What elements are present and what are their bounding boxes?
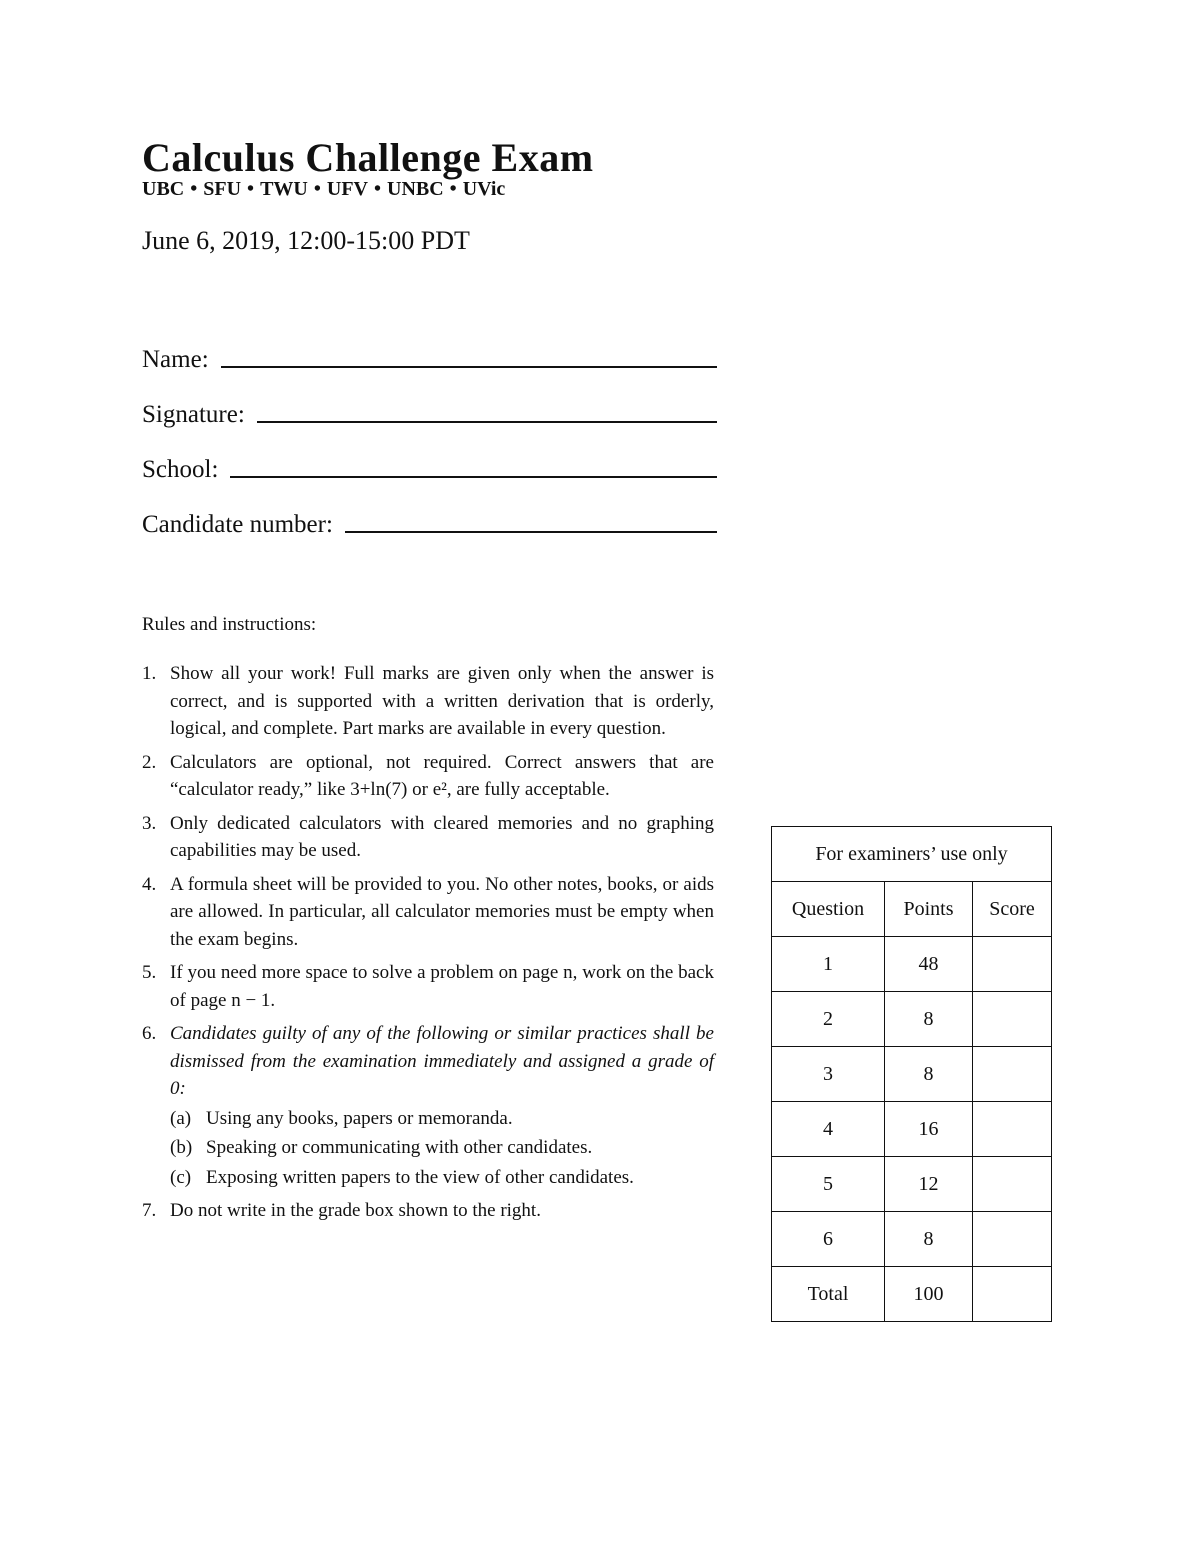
score-cell[interactable] [973, 992, 1052, 1047]
question-cell: 6 [772, 1212, 885, 1267]
points-cell: 12 [885, 1157, 973, 1212]
points-cell: 8 [885, 1047, 973, 1102]
candidate-number-input-line[interactable] [345, 530, 717, 533]
rule-text: Calculators are optional, not required. Correct answers that are “calculator ready,” like 3+ln(7) or e², are fully acceptable. [170, 751, 714, 800]
subrule-text: Exposing written papers to the view of other candidates. [206, 1166, 634, 1188]
total-points-cell: 100 [885, 1267, 973, 1322]
points-cell: 48 [885, 937, 973, 992]
rule-text: A formula sheet will be provided to you. No other notes, books, or aids are allowed. In particular, all calculator memories must be empty when the exam begins. [170, 873, 714, 950]
bullet-separator: • [449, 178, 457, 200]
rule-number: 7. [142, 1200, 157, 1221]
score-cell[interactable] [973, 1047, 1052, 1102]
candidate-number-label: Candidate number: [142, 511, 333, 538]
table-row [772, 937, 1052, 992]
table-row [772, 992, 1052, 1047]
table-row [772, 1157, 1052, 1212]
bullet-separator: • [313, 178, 321, 200]
subrule-item [170, 1164, 714, 1192]
rule-text: Show all your work! Full marks are given only when the answer is correct, and is supported with a written derivation that is orderly, logical, and complete. Part marks are available in every question. [170, 663, 714, 739]
exam-date: June 6, 2019, 12:00-15:00 PDT [142, 226, 470, 255]
grade-table [771, 826, 1052, 1322]
grade-table-caption-row [772, 827, 1052, 882]
rule-number: 6. [142, 1023, 157, 1044]
grade-table-header-row [772, 882, 1052, 937]
question-cell: 2 [772, 992, 885, 1047]
score-cell[interactable] [973, 937, 1052, 992]
university-name: UVic [462, 178, 506, 200]
column-header-question: Question [772, 882, 885, 937]
rule-text: Do not write in the grade box shown to the right. [170, 1200, 541, 1221]
subrule-text: Speaking or communicating with other candidates. [206, 1137, 593, 1158]
table-row [772, 1047, 1052, 1102]
university-name: SFU [203, 178, 242, 200]
school-field[interactable] [142, 448, 717, 482]
question-cell: 5 [772, 1157, 885, 1212]
exam-title: Calculus Challenge Exam [142, 135, 594, 180]
subrule-letter: (b) [170, 1137, 193, 1158]
rule-number: 4. [142, 873, 157, 895]
school-input-line[interactable] [230, 475, 717, 478]
signature-field[interactable] [142, 393, 717, 427]
rule-item [142, 871, 714, 954]
points-cell: 8 [885, 1212, 973, 1267]
rules-list [142, 660, 714, 1231]
points-cell: 8 [885, 992, 973, 1047]
subrule-item [170, 1105, 714, 1133]
bullet-separator: • [190, 178, 198, 200]
rule-item [142, 660, 714, 743]
rule-item [142, 810, 714, 865]
rule-text: Candidates guilty of any of the following or similar practices shall be dismissed from the examination immediately and assigned a grade of 0: [170, 1023, 714, 1099]
table-row [772, 1212, 1052, 1267]
university-name: UNBC [387, 178, 444, 200]
question-cell: 1 [772, 937, 885, 992]
score-cell[interactable] [973, 1157, 1052, 1212]
name-input-line[interactable] [221, 365, 717, 368]
total-row [772, 1267, 1052, 1322]
subrule-letter: (a) [170, 1107, 192, 1129]
university-name: TWU [260, 178, 308, 200]
subrule-item [170, 1134, 714, 1162]
signature-input-line[interactable] [257, 420, 717, 423]
school-label: School: [142, 456, 219, 483]
rule-number: 2. [142, 751, 157, 773]
rule-number: 5. [142, 962, 157, 983]
rule-item [142, 1197, 714, 1225]
score-cell[interactable] [973, 1212, 1052, 1267]
candidate-number-field[interactable] [142, 503, 717, 537]
total-score-cell[interactable] [973, 1267, 1052, 1322]
university-list [142, 178, 505, 201]
university-name: UFV [326, 178, 368, 200]
total-label-cell: Total [772, 1267, 885, 1322]
column-header-points: Points [885, 882, 973, 937]
points-cell: 16 [885, 1102, 973, 1157]
bullet-separator: • [373, 178, 381, 200]
name-field[interactable] [142, 338, 717, 372]
rule-number: 1. [142, 663, 157, 684]
grade-table-caption: For examiners’ use only [772, 827, 1052, 882]
subrule-text: Using any books, papers or memoranda. [206, 1107, 513, 1129]
bullet-separator: • [247, 178, 255, 200]
rule-item [142, 959, 714, 1014]
subrule-letter: (c) [170, 1166, 192, 1188]
signature-label: Signature: [142, 401, 245, 428]
question-cell: 3 [772, 1047, 885, 1102]
rule-number: 3. [142, 812, 157, 834]
question-cell: 4 [772, 1102, 885, 1157]
score-cell[interactable] [973, 1102, 1052, 1157]
rule-text: If you need more space to solve a problem on page n, work on the back of page n − 1. [170, 962, 714, 1011]
rules-heading: Rules and instructions: [142, 614, 317, 635]
rule-item [142, 1020, 714, 1103]
column-header-score: Score [973, 882, 1052, 937]
rule-text: Only dedicated calculators with cleared memories and no graphing capabilities may be used. [170, 812, 714, 861]
university-name: UBC [142, 178, 185, 200]
name-label: Name: [142, 346, 209, 373]
rule-item [142, 749, 714, 804]
table-row [772, 1102, 1052, 1157]
